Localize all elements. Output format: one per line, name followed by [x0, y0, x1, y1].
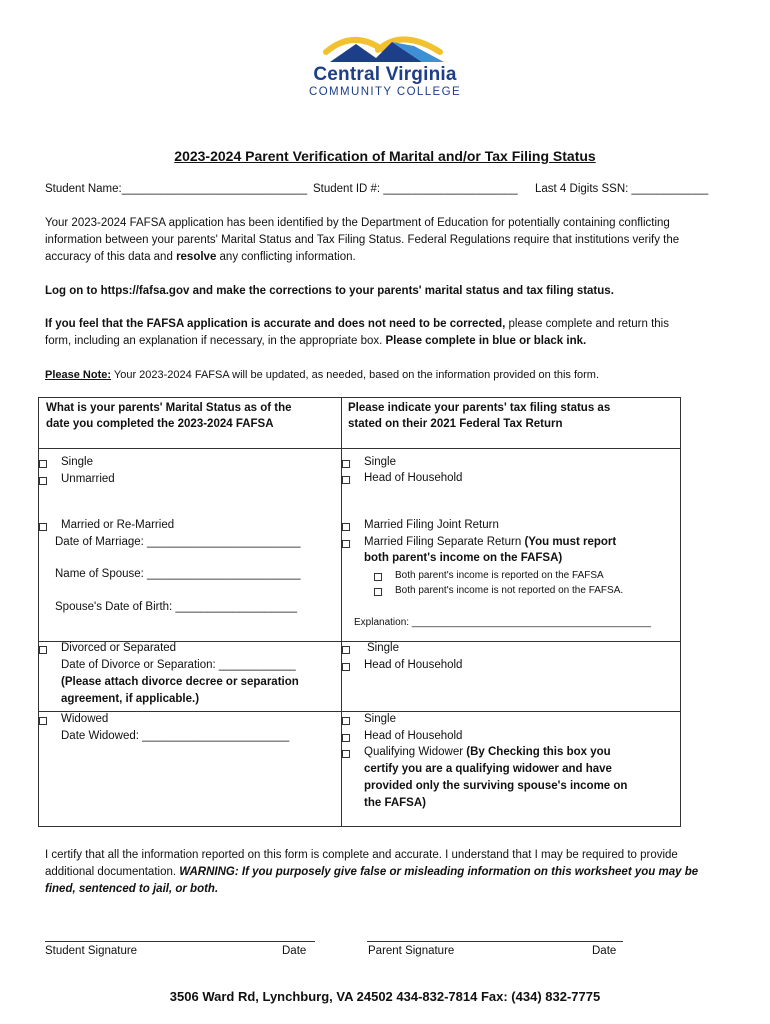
college-name: Central Virginia — [313, 64, 457, 85]
cert-line: fined, sentenced to jail, or both. — [45, 883, 219, 895]
ssn-field[interactable]: Last 4 Digits SSN: ____________ — [535, 183, 709, 195]
qualifying-widower-label: Qualifying Widower (By Checking this box you — [364, 746, 611, 758]
row-divider — [39, 711, 680, 712]
widowed-single-checkbox[interactable] — [342, 717, 350, 725]
parent-date-label: Date — [592, 945, 617, 957]
both-reported-checkbox[interactable] — [374, 573, 382, 581]
cert-line: I certify that all the information reported on this form is complete and accurate. I understand that I may be required to provide — [45, 849, 678, 861]
mountain-logo-icon — [322, 30, 448, 64]
single-checkbox[interactable] — [39, 460, 47, 468]
parent-signature-label: Parent Signature — [368, 945, 455, 957]
row-divider — [39, 448, 680, 449]
student-date-label: Date — [282, 945, 307, 957]
hoh-tax-checkbox[interactable] — [342, 476, 350, 484]
college-subtitle: COMMUNITY COLLEGE — [308, 86, 462, 98]
cert-line: additional documentation. WARNING: If you purposely give false or misleading information on this worksheet you may be — [45, 866, 699, 878]
qualifying-widower-note: the FAFSA) — [364, 797, 426, 809]
attach-note: (Please attach divorce decree or separation — [61, 676, 299, 688]
parent-signature-line[interactable] — [367, 941, 623, 942]
divorced-label: Divorced or Separated — [61, 642, 177, 654]
tax-status-header: Please indicate your parents' tax filing status as stated on their 2021 Federal Tax Return — [348, 402, 611, 430]
widowed-checkbox[interactable] — [39, 717, 47, 725]
name-of-spouse-field[interactable]: Name of Spouse: ________________________ — [55, 568, 301, 580]
widowed-hoh-checkbox[interactable] — [342, 734, 350, 742]
explanation-field[interactable]: Explanation: ___________________________________________ — [354, 617, 651, 628]
student-id-field[interactable]: Student ID #: _____________________ — [313, 183, 518, 195]
widowed-date-field[interactable]: Date Widowed: _______________________ — [61, 730, 290, 742]
divorced-checkbox[interactable] — [39, 646, 47, 654]
single-tax-checkbox[interactable] — [342, 460, 350, 468]
page-title: 2023-2024 Parent Verification of Marital and/or Tax Filing Status — [174, 148, 596, 164]
mfj-checkbox[interactable] — [342, 523, 350, 531]
hoh-tax-label: Head of Household — [364, 472, 463, 484]
unmarried-checkbox[interactable] — [39, 477, 47, 485]
marital-status-header: What is your parents' Marital Status as of the date you completed the 2023-2024 FAFSA — [46, 402, 292, 430]
login-instruction: Log on to https://fafsa.gov and make the corrections to your parents' marital status and tax filing status. — [45, 285, 614, 297]
mfs-checkbox[interactable] — [342, 540, 350, 548]
both-not-reported-checkbox[interactable] — [374, 588, 382, 596]
footer-address: 3506 Ward Rd, Lynchburg, VA 24502 434-832-7814 Fax: (434) 832-7775 — [169, 989, 601, 1004]
intro-line: information between your parents' Marital Status and Tax Filing Status. Federal Regulations require that institutions verify the — [45, 234, 680, 246]
divorced-hoh-checkbox[interactable] — [342, 663, 350, 671]
intro-line: Your 2023-2024 FAFSA application has been identified by the Department of Education for potentially containing conflicting — [45, 217, 670, 229]
accurate-line: If you feel that the FAFSA application is accurate and does not need to be corrected, please complete and return this — [45, 318, 669, 330]
mfs-note: both parent's income on the FAFSA) — [364, 552, 563, 564]
please-note: Please Note: Your 2023-2024 FAFSA will be updated, as needed, based on the information provided on this form. — [45, 369, 600, 381]
divorced-hoh-label: Head of Household — [364, 659, 463, 671]
widowed-single-label: Single — [364, 713, 396, 725]
student-name-field[interactable]: Student Name:_____________________________ — [45, 183, 308, 195]
single-tax-label: Single — [364, 456, 396, 468]
both-reported-label: Both parent's income is reported on the FAFSA — [395, 570, 604, 581]
date-of-marriage-field[interactable]: Date of Marriage: ________________________ — [55, 536, 301, 548]
divorce-date-field[interactable]: Date of Divorce or Separation: ____________ — [61, 659, 296, 671]
married-checkbox[interactable] — [39, 523, 47, 531]
status-table — [38, 397, 681, 827]
widowed-hoh-label: Head of Household — [364, 730, 463, 742]
widowed-label: Widowed — [61, 713, 109, 725]
married-label: Married or Re-Married — [61, 519, 175, 531]
mfj-label: Married Filing Joint Return — [364, 519, 499, 531]
accurate-line: form, including an explanation if necessary, in the appropriate box. Please complete in blue or black ink. — [45, 335, 587, 347]
qualifying-widower-note: certify you are a qualifying widower and have — [364, 763, 612, 775]
divorced-single-label: Single — [367, 642, 399, 654]
qualifying-widower-note: provided only the surviving spouse's income on — [364, 780, 628, 792]
intro-line: accuracy of this data and resolve any conflicting information. — [45, 251, 356, 263]
attach-note: agreement, if applicable.) — [61, 693, 200, 705]
unmarried-label: Unmarried — [61, 473, 115, 485]
divorced-single-checkbox[interactable] — [342, 646, 350, 654]
single-label: Single — [61, 456, 93, 468]
student-signature-line[interactable] — [45, 941, 315, 942]
college-logo — [300, 30, 470, 102]
certification-paragraph — [45, 847, 725, 898]
mfs-label: Married Filing Separate Return (You must report — [364, 536, 617, 548]
accurate-paragraph — [45, 316, 725, 350]
qualifying-widower-checkbox[interactable] — [342, 750, 350, 758]
spouse-dob-field[interactable]: Spouse's Date of Birth: ___________________ — [55, 601, 297, 613]
intro-paragraph — [45, 215, 725, 266]
both-not-reported-label: Both parent's income is not reported on the FAFSA. — [395, 585, 624, 596]
student-signature-label: Student Signature — [45, 945, 138, 957]
